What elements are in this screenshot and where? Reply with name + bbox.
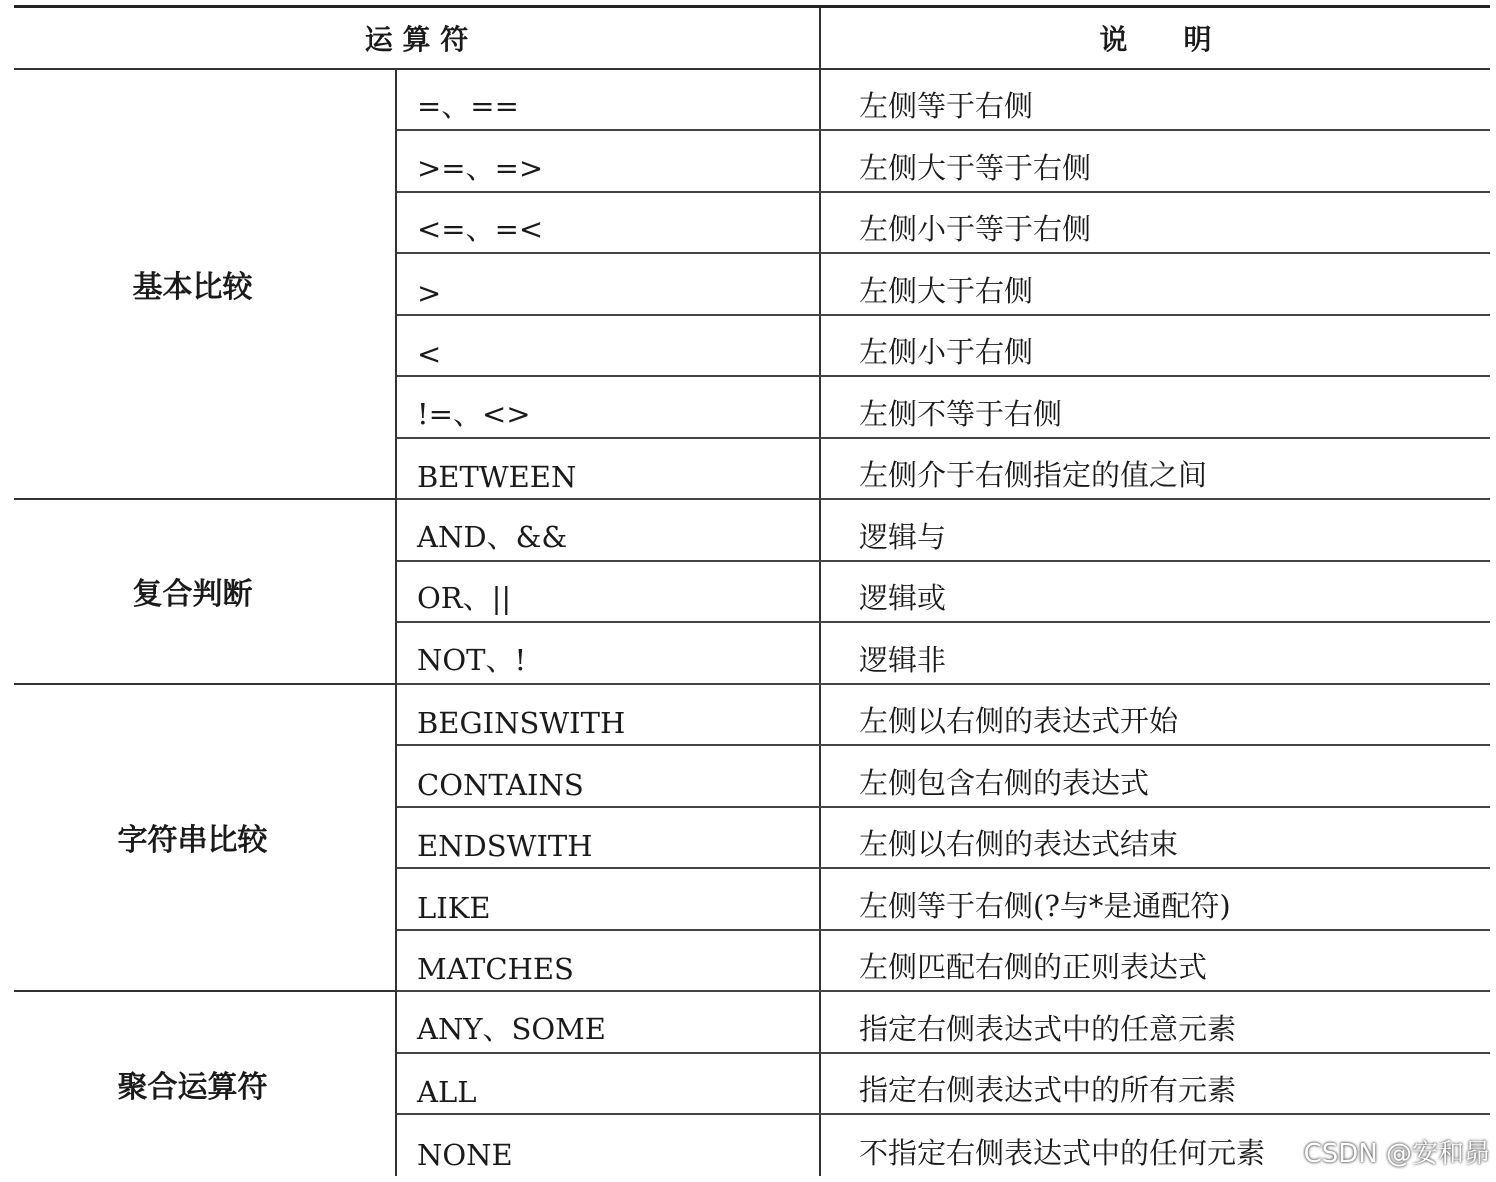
operator-cell: NONE [396, 1114, 820, 1176]
operator-cell: AND、&& [396, 499, 820, 561]
description-cell: 左侧包含右侧的表达式 [820, 745, 1490, 807]
description-cell: 左侧以右侧的表达式结束 [820, 807, 1490, 869]
category-cell: 基本比较 [14, 69, 396, 500]
operator-cell: >=、=> [396, 130, 820, 192]
operator-cell: NOT、! [396, 622, 820, 684]
operator-cell: ALL [396, 1053, 820, 1115]
operator-column-header: 运 算 符 [14, 7, 820, 69]
category-cell: 字符串比较 [14, 684, 396, 992]
table-row [14, 69, 1490, 131]
description-cell: 左侧等于右侧 [820, 69, 1490, 131]
description-cell: 左侧等于右侧(?与*是通配符) [820, 868, 1490, 930]
description-cell: 指定右侧表达式中的任意元素 [820, 991, 1490, 1053]
operator-cell: <=、=< [396, 192, 820, 254]
description-cell: 左侧小于等于右侧 [820, 192, 1490, 254]
operator-table [14, 5, 1490, 1176]
operator-cell: ENDSWITH [396, 807, 820, 869]
operator-cell: ANY、SOME [396, 991, 820, 1053]
table-header-row [14, 7, 1490, 69]
description-cell: 逻辑非 [820, 622, 1490, 684]
operator-cell: BETWEEN [396, 438, 820, 500]
operator-cell: !=、<> [396, 376, 820, 438]
description-cell: 左侧大于等于右侧 [820, 130, 1490, 192]
description-cell: 左侧小于右侧 [820, 315, 1490, 377]
description-cell: 逻辑与 [820, 499, 1490, 561]
description-cell: 指定右侧表达式中的所有元素 [820, 1053, 1490, 1115]
category-cell: 复合判断 [14, 499, 396, 684]
description-cell: 左侧介于右侧指定的值之间 [820, 438, 1490, 500]
description-cell: 不指定右侧表达式中的任何元素 [859, 1135, 1266, 1170]
description-column-header: 说 明 [820, 7, 1490, 69]
operator-cell: > [396, 253, 820, 315]
table-row [14, 991, 1490, 1053]
operator-cell: < [396, 315, 820, 377]
watermark: CSDN @安和昴 [1303, 1139, 1490, 1169]
description-cell: 左侧匹配右侧的正则表达式 [820, 930, 1490, 992]
table-row [14, 684, 1490, 746]
operator-cell: MATCHES [396, 930, 820, 992]
operator-cell: =、== [396, 69, 820, 131]
operator-cell: OR、|| [396, 561, 820, 623]
description-cell: 左侧大于右侧 [820, 253, 1490, 315]
description-cell: 左侧以右侧的表达式开始 [820, 684, 1490, 746]
table-row [14, 499, 1490, 561]
operator-cell: BEGINSWITH [396, 684, 820, 746]
description-cell: 逻辑或 [820, 561, 1490, 623]
category-cell: 聚合运算符 [14, 991, 396, 1176]
operator-cell: CONTAINS [396, 745, 820, 807]
description-cell: 左侧不等于右侧 [820, 376, 1490, 438]
operator-cell: LIKE [396, 868, 820, 930]
